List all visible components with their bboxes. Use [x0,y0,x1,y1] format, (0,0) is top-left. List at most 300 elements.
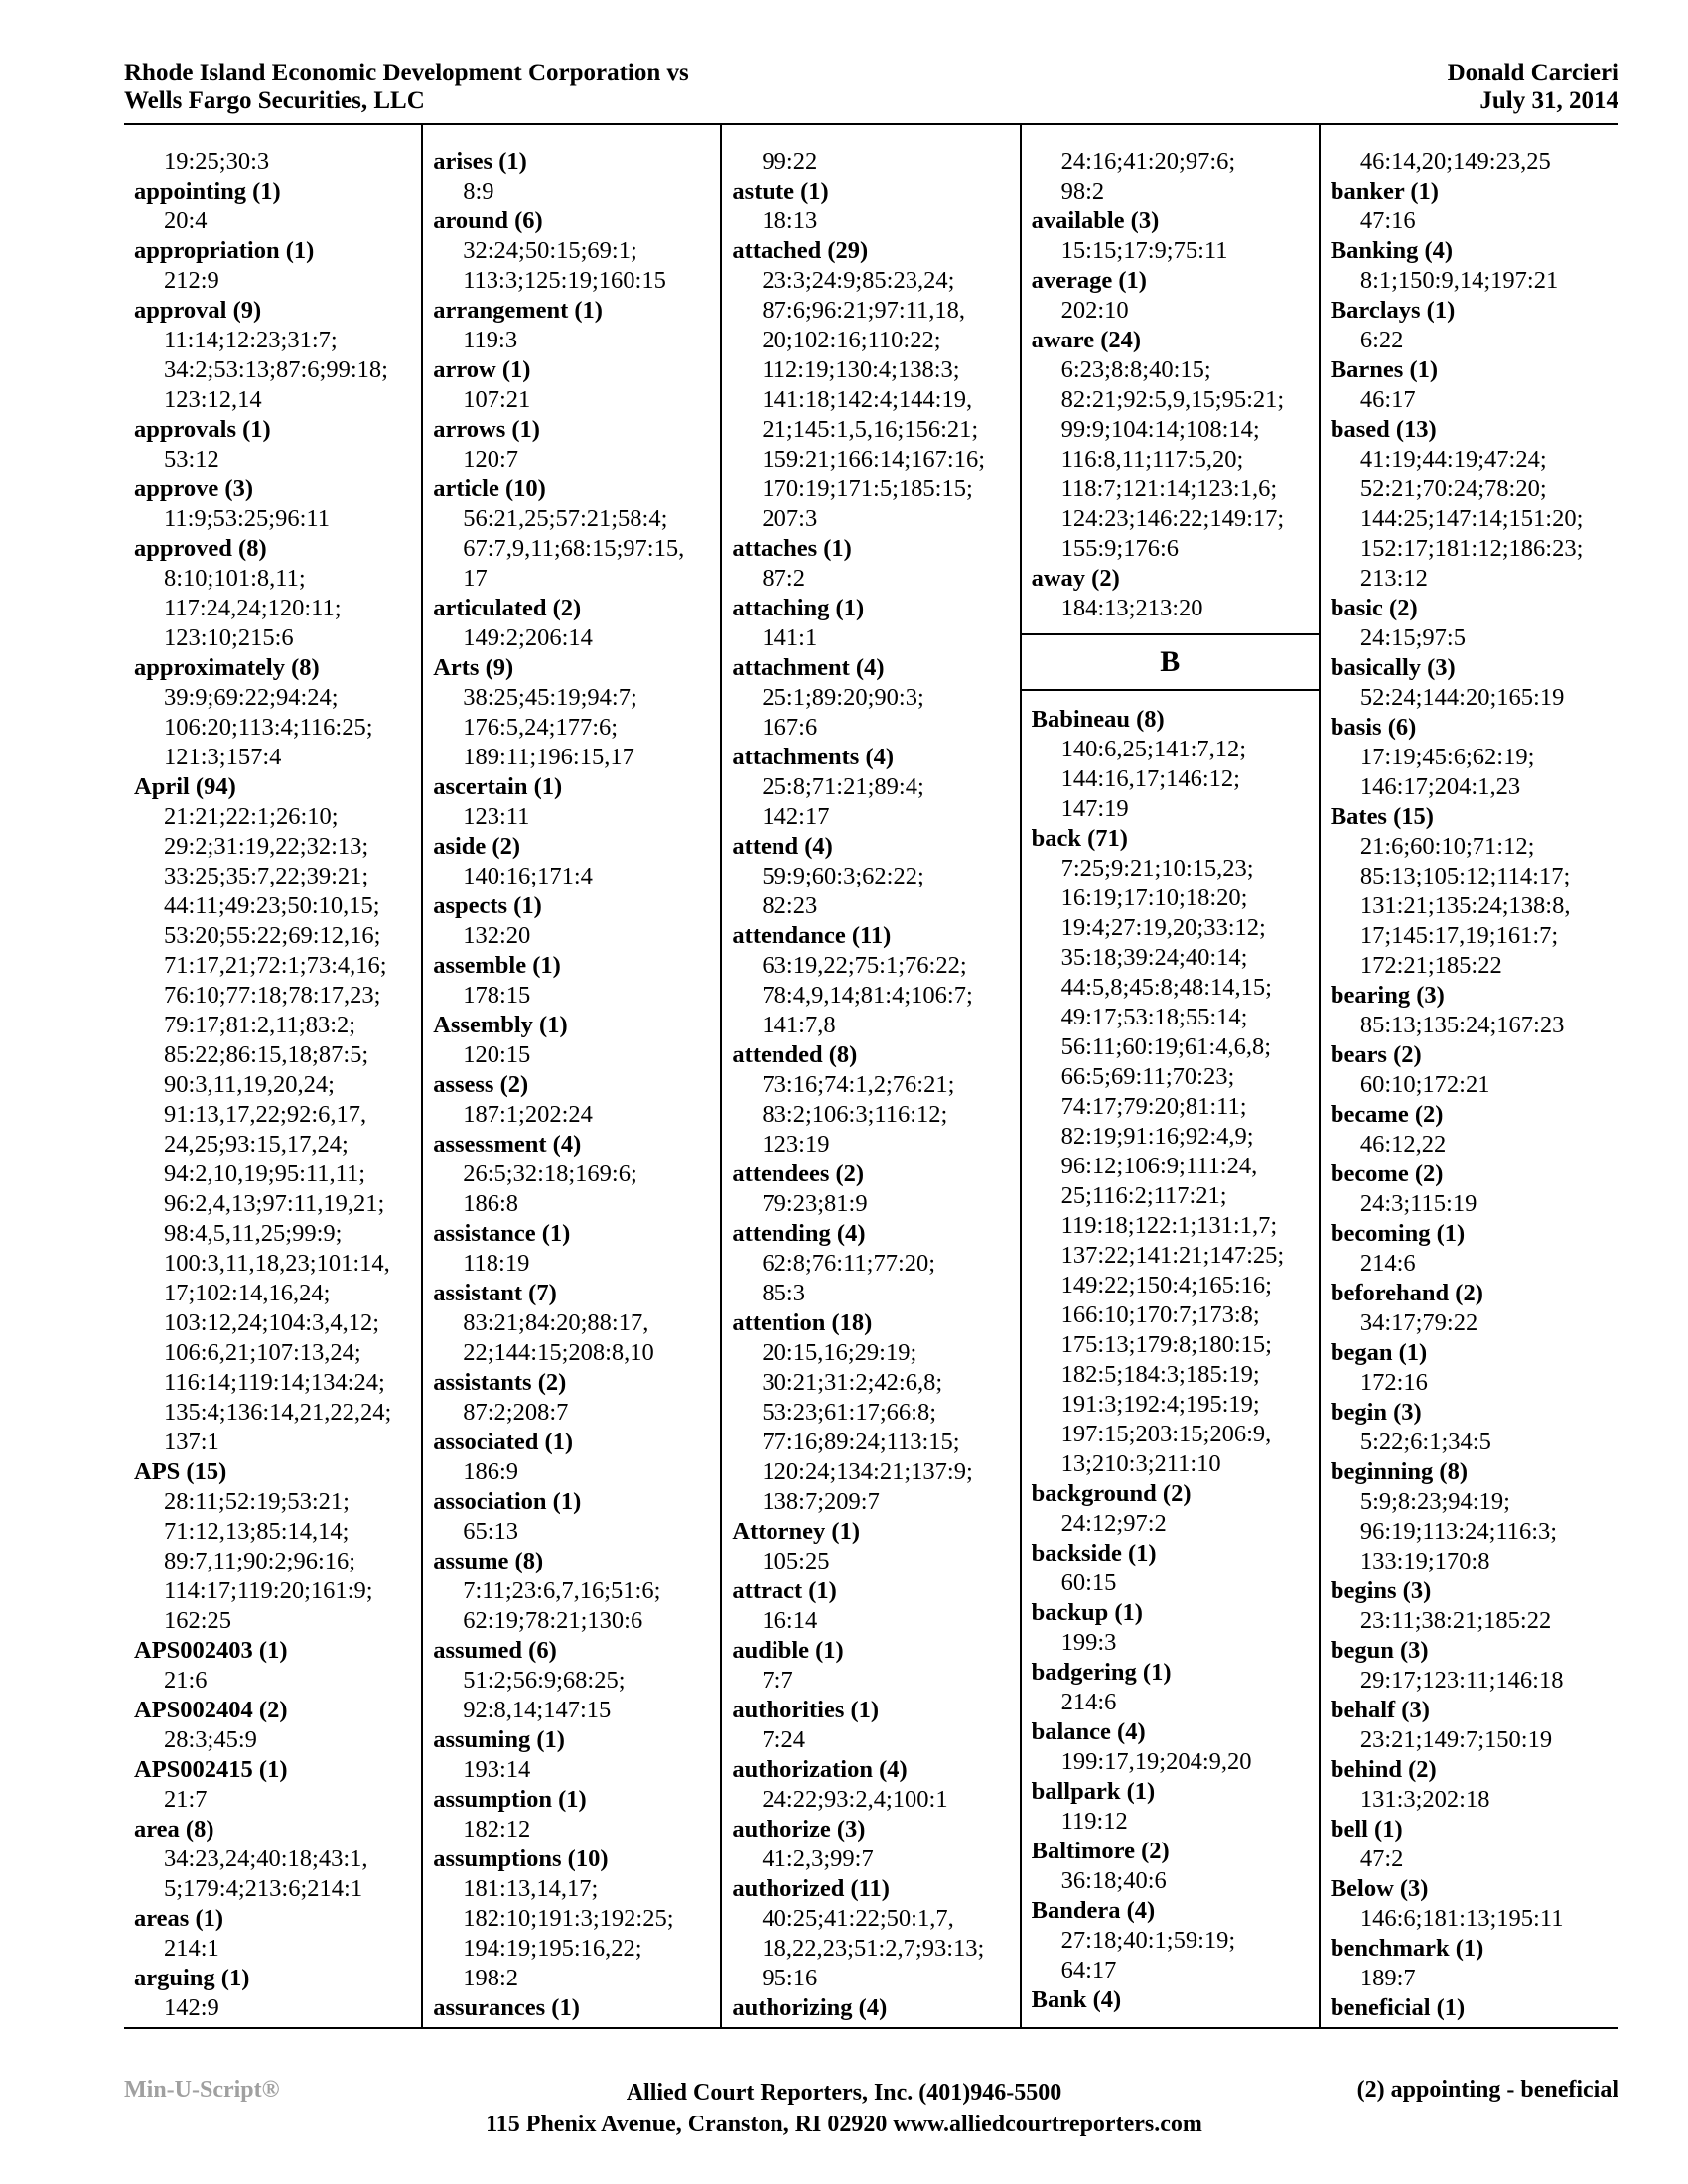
page-references: 26:5;32:18;169:6; [463,1160,637,1187]
page-references: 182:10;191:3;192:25; [463,1905,674,1932]
index-term: balance (4) [1031,1718,1146,1745]
page-references: 44:11;49:23;50:10,15; [164,892,380,919]
index-term: April (94) [134,773,236,800]
page-references: 47:2 [1359,1845,1404,1872]
page-references: 78:4,9,14;81:4;106:7; [762,982,973,1009]
page-references: 96:19;113:24;116:3; [1359,1518,1558,1545]
page-references: 76:10;77:18;78:17,23; [164,982,381,1009]
index-column-5 [1319,125,1618,2027]
page-references: 89:7,11;90:2;96:16; [164,1548,356,1574]
page-references: 8:1;150:9,14;197:21 [1359,267,1559,294]
page-references: 142:17 [762,803,830,830]
page-references: 39:9;69:22;94:24; [164,684,339,711]
page-references: 15:15;17:9;75:11 [1060,237,1228,264]
page-references: 77:16;89:24;113:15; [762,1429,960,1455]
page-references: 186:9 [463,1458,519,1485]
index-term: bearing (3) [1330,982,1445,1009]
page-references: 67:7,9,11;68:15;97:15, [463,535,685,562]
index-term: assess (2) [433,1071,529,1098]
page-references: 5:9;8:23;94:19; [1359,1488,1510,1515]
page-references: 194:19;195:16,22; [463,1935,642,1962]
index-term: approvals (1) [134,416,271,443]
index-term: APS002403 (1) [134,1637,288,1664]
page-references: 5;179:4;213:6;214:1 [164,1875,363,1902]
index-term: beneficial (1) [1330,1994,1466,2021]
index-term: began (1) [1330,1339,1428,1366]
page-references: 13;210:3;211:10 [1060,1450,1221,1477]
page-references: 46:17 [1359,386,1416,413]
page-references: 99:9;104:14;108:14; [1060,416,1260,443]
page-references: 141:1 [762,624,818,651]
index-term: Barnes (1) [1330,356,1439,383]
page-references: 17;102:14,16,24; [164,1280,331,1306]
page-references: 29:2;31:19,22;32:13; [164,833,369,860]
page-references: 121:3;157:4 [164,744,282,770]
page-references: 120:15 [463,1041,531,1068]
index-term: arguing (1) [134,1965,250,1991]
index-term: attract (1) [732,1577,837,1604]
page-references: 149:2;206:14 [463,624,593,651]
index-term: authorizing (4) [732,1994,888,2021]
index-term: attendance (11) [732,922,892,949]
page-references: 119:12 [1060,1808,1128,1835]
page-references: 213:12 [1359,565,1428,592]
page-references: 24:22;93:2,4;100:1 [762,1786,948,1813]
page-references: 189:7 [1359,1965,1416,1991]
page-references: 24:15;97:5 [1359,624,1466,651]
page-references: 85:13;105:12;114:17; [1359,863,1571,889]
index-columns [124,123,1618,2029]
page-references: 21:21;22:1;26:10; [164,803,339,830]
page-references: 155:9;176:6 [1060,535,1180,562]
index-term: association (1) [433,1488,582,1515]
page-references: 172:16 [1359,1369,1428,1396]
index-term: authorized (11) [732,1875,890,1902]
index-term: articulated (2) [433,595,582,621]
page-references: 40:25;41:22;50:1,7, [762,1905,954,1932]
index-term: attached (29) [732,237,869,264]
index-term: aspects (1) [433,892,542,919]
page-references: 117:24,24;120:11; [164,595,342,621]
index-term: appointing (1) [134,178,281,205]
index-term: associated (1) [433,1429,574,1455]
index-term: basis (6) [1330,714,1417,741]
page-references: 49:17;53:18;55:14; [1060,1004,1248,1030]
page-references: 52:24;144:20;165:19 [1359,684,1565,711]
index-term: around (6) [433,207,543,234]
page-references: 47:16 [1359,207,1416,234]
index-term: begins (3) [1330,1577,1432,1604]
page-references: 20:15,16;29:19; [762,1339,917,1366]
page-references: 8:10;101:8,11; [164,565,306,592]
page-references: 85:3 [762,1280,805,1306]
page-references: 11:9;53:25;96:11 [164,505,330,532]
page-references: 18,22,23;51:2,7;93:13; [762,1935,985,1962]
page-references: 182:5;184:3;185:19; [1060,1361,1260,1388]
index-term: Arts (9) [433,654,514,681]
page-references: 79:23;81:9 [762,1190,868,1217]
index-term: Barclays (1) [1330,297,1456,324]
index-term: authorization (4) [732,1756,908,1783]
index-term: approval (9) [134,297,262,324]
page-references: 107:21 [463,386,531,413]
page-references: 131:3;202:18 [1359,1786,1490,1813]
case-title-line1: Rhode Island Economic Development Corporation vs [124,60,689,86]
index-term: Below (3) [1330,1875,1429,1902]
index-term: assemble (1) [433,952,561,979]
page-references: 60:10;172:21 [1359,1071,1490,1098]
index-term: begun (3) [1330,1637,1429,1664]
index-term: article (10) [433,476,546,502]
page-references: 65:13 [463,1518,519,1545]
index-term: attachment (4) [732,654,885,681]
index-term: assumed (6) [433,1637,557,1664]
page-references: 186:8 [463,1190,519,1217]
page-references: 113:3;125:19;160:15 [463,267,666,294]
page-references: 193:14 [463,1756,531,1783]
page-references: 87:6;96:21;97:11,18, [762,297,966,324]
page-references: 191:3;192:4;195:19; [1060,1391,1260,1418]
page-references: 131:21;135:24;138:8, [1359,892,1571,919]
page-references: 25:8;71:21;89:4; [762,773,924,800]
page-references: 135:4;136:14,21,22,24; [164,1399,392,1426]
page-references: 187:1;202:24 [463,1101,593,1128]
page-references: 74:17;79:20;81:11; [1060,1093,1247,1120]
index-term: backup (1) [1031,1599,1143,1626]
page-references: 116:14;119:14;134:24; [164,1369,385,1396]
index-term: Attorney (1) [732,1518,860,1545]
page-references: 7:7 [762,1667,793,1694]
page-references: 103:12,24;104:3,4,12; [164,1309,380,1336]
index-term: astute (1) [732,178,829,205]
page-references: 85:13;135:24;167:23 [1359,1012,1565,1038]
page-references: 144:16,17;146:12; [1060,765,1240,792]
page-references: 83:2;106:3;116:12; [762,1101,948,1128]
page-references: 53:23;61:17;66:8; [762,1399,936,1426]
page-references: 46:14,20;149:23,25 [1359,148,1551,175]
deponent-info [1448,60,1618,115]
index-term: authorities (1) [732,1697,880,1723]
page-references: 62:19;78:21;130:6 [463,1607,643,1634]
index-term: behind (2) [1330,1756,1437,1783]
index-term: authorize (3) [732,1816,866,1843]
page-references: 207:3 [762,505,818,532]
page-references: 41:19;44:19;47:24; [1359,446,1547,473]
section-letter: B [1022,633,1319,691]
page-references: 34:2;53:13;87:6;99:18; [164,356,388,383]
page-references: 214:1 [164,1935,219,1962]
index-column-1 [124,125,421,2027]
page-references: 19:25;30:3 [164,148,270,175]
index-column-3 [720,125,1019,2027]
page-references: 18:13 [762,207,818,234]
page-references: 212:9 [164,267,219,294]
index-term: APS002404 (2) [134,1697,288,1723]
page-references: 44:5,8;45:8;48:14,15; [1060,974,1272,1001]
index-term: Assembly (1) [433,1012,568,1038]
page-references: 140:16;171:4 [463,863,593,889]
index-term: ballpark (1) [1031,1778,1156,1805]
page-references: 87:2 [762,565,805,592]
index-term: Bates (15) [1330,803,1434,830]
page-references: 30:21;31:2;42:6,8; [762,1369,943,1396]
page-references: 60:15 [1060,1570,1117,1596]
footer-page-range: (2) appointing - beneficial [1356,2077,1618,2103]
page-references: 6:23;8:8;40:15; [1060,356,1211,383]
index-term: bears (2) [1330,1041,1422,1068]
page-references: 19:4;27:19,20;33:12; [1060,914,1266,941]
page-references: 118:7;121:14;123:1,6; [1060,476,1278,502]
page-references: 202:10 [1060,297,1129,324]
index-term: attachments (4) [732,744,895,770]
page-references: 71:12,13;85:14,14; [164,1518,350,1545]
page-references: 24:3;115:19 [1359,1190,1477,1217]
index-term: assumption (1) [433,1786,587,1813]
index-term: became (2) [1330,1101,1444,1128]
page-references: 56:21,25;57:21;58:4; [463,505,668,532]
page-references: 7:11;23:6,7,16;51:6; [463,1577,661,1604]
index-term: back (71) [1031,825,1128,852]
page-references: 59:9;60:3;62:22; [762,863,924,889]
index-term: approved (8) [134,535,267,562]
page-references: 142:9 [164,1994,219,2021]
page-references: 106:20;113:4;116:25; [164,714,373,741]
index-term: arrangement (1) [433,297,603,324]
page-references: 146:6;181:13;195:11 [1359,1905,1564,1932]
page-references: 66:5;69:11;70:23; [1060,1063,1235,1090]
page-references: 159:21;166:14;167:16; [762,446,985,473]
page-references: 95:16 [762,1965,818,1991]
index-term: average (1) [1031,267,1147,294]
page-references: 28:3;45:9 [164,1726,257,1753]
page-references: 17 [463,565,488,592]
page-references: 199:17,19;204:9,20 [1060,1748,1252,1775]
index-term: attending (4) [732,1220,866,1247]
page-references: 116:8,11;117:5,20; [1060,446,1244,473]
page-references: 106:6,21;107:13,24; [164,1339,361,1366]
page-references: 178:15 [463,982,531,1009]
deposition-date: July 31, 2014 [1479,87,1618,114]
page-references: 71:17,21;72:1;73:4,16; [164,952,387,979]
page-references: 62:8;76:11;77:20; [762,1250,936,1277]
index-term: attention (18) [732,1309,873,1336]
index-term: assistant (7) [433,1280,557,1306]
index-term: assistants (2) [433,1369,567,1396]
page-references: 123:10;215:6 [164,624,294,651]
page-references: 105:25 [762,1548,830,1574]
page-references: 46:12,22 [1359,1131,1447,1158]
index-term: approve (3) [134,476,253,502]
page-references: 189:11;196:15,17 [463,744,634,770]
index-term: Bank (4) [1031,1986,1122,2013]
page-references: 83:21;84:20;88:17, [463,1309,649,1336]
page-references: 28:11;52:19;53:21; [164,1488,350,1515]
page-references: 162:25 [164,1607,232,1634]
page-references: 34:23,24;40:18;43:1, [164,1845,368,1872]
page-references: 22;144:15;208:8,10 [463,1339,654,1366]
index-term: bell (1) [1330,1816,1403,1843]
page-references: 20:4 [164,207,208,234]
page-references: 73:16;74:1,2;76:21; [762,1071,955,1098]
index-term: beforehand (2) [1330,1280,1483,1306]
page-references: 33:25;35:7,22;39:21; [164,863,369,889]
index-term: banker (1) [1330,178,1439,205]
page-references: 147:19 [1060,795,1129,822]
index-term: arrow (1) [433,356,531,383]
index-term: arises (1) [433,148,527,175]
page-references: 36:18;40:6 [1060,1867,1167,1894]
page-references: 133:19;170:8 [1359,1548,1490,1574]
index-term: assessment (4) [433,1131,582,1158]
page-references: 56:11;60:19;61:4,6,8; [1060,1033,1272,1060]
page-references: 20;102:16;110:22; [762,327,941,353]
footer-brand: Min-U-Script® [124,2077,280,2103]
page-references: 166:10;170:7;173:8; [1060,1301,1260,1328]
page-references: 120:7 [463,446,519,473]
index-term: away (2) [1031,565,1120,592]
page-references: 53:20;55:22;69:12,16; [164,922,381,949]
page-references: 144:25;147:14;151:20; [1359,505,1584,532]
page-references: 141:7,8 [762,1012,836,1038]
index-term: assumptions (10) [433,1845,609,1872]
page-references: 92:8,14;147:15 [463,1697,612,1723]
page-references: 98:4,5,11,25;99:9; [164,1220,343,1247]
page-references: 94:2,10,19;95:11,11; [164,1160,366,1187]
index-term: background (2) [1031,1480,1192,1507]
index-term: becoming (1) [1330,1220,1466,1247]
page-references: 8:9 [463,178,494,205]
page-references: 35:18;39:24;40:14; [1060,944,1248,971]
page-references: 172:21;185:22 [1359,952,1502,979]
index-term: beginning (8) [1330,1458,1468,1485]
index-term: Baltimore (2) [1031,1838,1170,1864]
page-references: 123:19 [762,1131,830,1158]
page-references: 25:1;89:20;90:3; [762,684,924,711]
page-references: 137:22;141:21;147:25; [1060,1242,1285,1269]
page-references: 52:21;70:24;78:20; [1359,476,1547,502]
index-term: attaching (1) [732,595,865,621]
index-term: areas (1) [134,1905,224,1932]
case-title [124,60,689,115]
page-references: 170:19;171:5;185:15; [762,476,973,502]
page-references: 53:12 [164,446,219,473]
index-term: Babineau (8) [1031,706,1165,733]
page-references: 23:21;149:7;150:19 [1359,1726,1553,1753]
index-term: attendees (2) [732,1160,865,1187]
page-references: 64:17 [1060,1957,1117,1983]
page-references: 140:6,25;141:7,12; [1060,736,1247,762]
page-references: 96:12;106:9;111:24, [1060,1153,1258,1179]
index-term: Banking (4) [1330,237,1454,264]
page-references: 137:1 [164,1429,219,1455]
page-references: 16:14 [762,1607,818,1634]
page-references: 41:2,3;99:7 [762,1845,874,1872]
page-references: 82:19;91:16;92:4,9; [1060,1123,1254,1150]
page-references: 79:17;81:2,11;83:2; [164,1012,356,1038]
page-references: 141:18;142:4;144:19, [762,386,973,413]
index-term: backside (1) [1031,1540,1157,1567]
page-references: 132:20 [463,922,531,949]
page-references: 119:3 [463,327,518,353]
page-references: 16:19;17:10;18:20; [1060,885,1248,911]
index-term: ascertain (1) [433,773,563,800]
index-column-4 [1020,125,1319,2027]
page-references: 23:3;24:9;85:23,24; [762,267,955,294]
index-term: audible (1) [732,1637,844,1664]
page-references: 184:13;213:20 [1060,595,1203,621]
page-references: 124:23;146:22;149:17; [1060,505,1285,532]
page-references: 123:12,14 [164,386,262,413]
page-references: 90:3,11,19,20,24; [164,1071,335,1098]
page-references: 29:17;123:11;146:18 [1359,1667,1564,1694]
page-references: 87:2;208:7 [463,1399,569,1426]
page-references: 114:17;119:20;161:9; [164,1577,373,1604]
index-term: aware (24) [1031,327,1142,353]
index-term: attend (4) [732,833,833,860]
index-term: assuming (1) [433,1726,565,1753]
page-references: 123:11 [463,803,530,830]
page-references: 23:11;38:21;185:22 [1359,1607,1552,1634]
index-term: basically (3) [1330,654,1456,681]
page-references: 21:6;60:10;71:12; [1359,833,1535,860]
index-term: arrows (1) [433,416,540,443]
page-references: 51:2;56:9;68:25; [463,1667,626,1694]
page-references: 98:2 [1060,178,1105,205]
page-references: 24,25;93:15,17,24; [164,1131,349,1158]
page-references: 175:13;179:8;180:15; [1060,1331,1272,1358]
index-term: area (8) [134,1816,214,1843]
index-term: badgering (1) [1031,1659,1172,1686]
page-references: 82:23 [762,892,818,919]
page-references: 24:12;97:2 [1060,1510,1167,1537]
page-references: 34:17;79:22 [1359,1309,1478,1336]
page-references: 197:15;203:15;206:9, [1060,1421,1272,1447]
page-references: 118:19 [463,1250,530,1277]
page-references: 181:13,14,17; [463,1875,599,1902]
page-references: 146:17;204:1,23 [1359,773,1521,800]
page-references: 214:6 [1359,1250,1416,1277]
page-references: 5:22;6:1;34:5 [1359,1429,1491,1455]
page-references: 17;145:17,19;161:7; [1359,922,1559,949]
index-term: become (2) [1330,1160,1444,1187]
page-references: 199:3 [1060,1629,1117,1656]
index-term: APS (15) [134,1458,227,1485]
index-term: assume (8) [433,1548,544,1574]
page-references: 149:22;150:4;165:16; [1060,1272,1272,1298]
page-references: 82:21;92:5,9,15;95:21; [1060,386,1285,413]
page-references: 120:24;134:21;137:9; [762,1458,973,1485]
page-references: 100:3,11,18,23;101:14, [164,1250,390,1277]
footer-reporter-line1: Allied Court Reporters, Inc. (401)946-5500 [626,2080,1062,2106]
index-term: APS002415 (1) [134,1756,288,1783]
page-references: 182:12 [463,1816,531,1843]
page-references: 63:19,22;75:1;76:22; [762,952,967,979]
index-term: assistance (1) [433,1220,571,1247]
index-term: attaches (1) [732,535,852,562]
page-references: 99:22 [762,148,818,175]
index-term: aside (2) [433,833,520,860]
index-term: behalf (3) [1330,1697,1430,1723]
case-title-line2: Wells Fargo Securities, LLC [124,87,425,114]
page-references: 7:25;9:21;10:15,23; [1060,855,1254,882]
page-references: 119:18;122:1;131:1,7; [1060,1212,1278,1239]
page-references: 198:2 [463,1965,519,1991]
index-term: basic (2) [1330,595,1418,621]
page-references: 152:17;181:12;186:23; [1359,535,1584,562]
page-references: 138:7;209:7 [762,1488,880,1515]
page-references: 11:14;12:23;31:7; [164,327,338,353]
page-references: 7:24 [762,1726,805,1753]
